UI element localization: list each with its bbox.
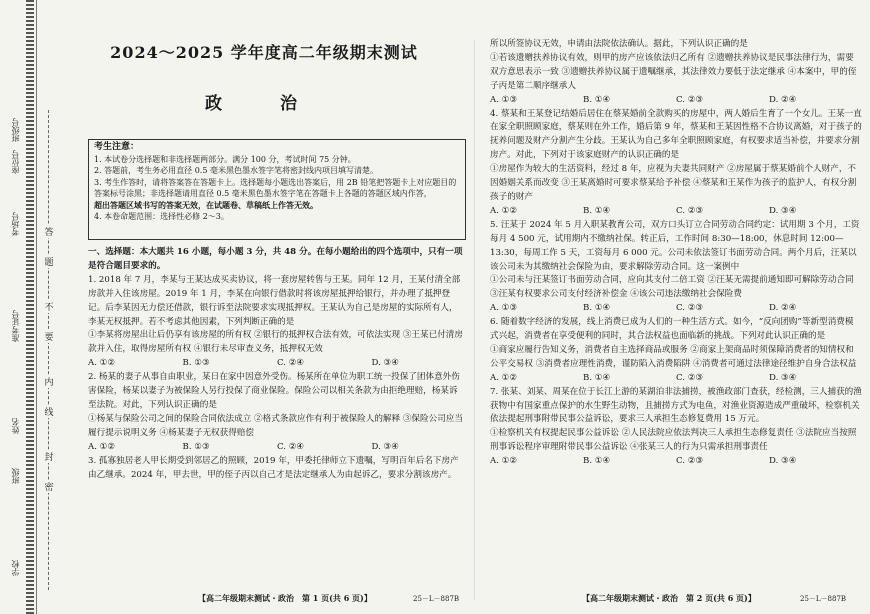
question-text: 7. 张某、刘某、周某在位于长江上游的某湖泊非法捕捞，被渔政部门查获，经检测，三人捕获的渔获物中有国家重点保护的水生野生动物，且捕捞方式为电鱼，对渔业资源造成严重破坏，检察机关依法提起刑事附带民事公益诉讼，要求三人承担生态修复费用 15 万元。 xyxy=(490,386,862,425)
page-divider xyxy=(474,40,475,600)
left-question-body xyxy=(88,246,466,482)
answer-option: A. ①③ xyxy=(490,94,518,105)
binding-label-ticket-no: 准考证号 xyxy=(11,310,20,342)
left-page xyxy=(58,0,470,614)
answer-options xyxy=(88,441,466,455)
question-text: ①房屋作为较大的生活资料，经过 8 年，应视为夫妻共同财产 ②房屋属于蔡某婚前个人财产，不因婚姻关系而改变 ③王某离婚时可要求蔡某给予补偿 ④蔡某和王某作为孩子的监护人，有权分割孩子的财产 xyxy=(490,164,857,202)
answer-options xyxy=(490,372,862,386)
answer-option: B. ①③ xyxy=(182,441,210,452)
answer-option: C. ②③ xyxy=(676,372,704,383)
seal-word: 答 xyxy=(44,225,54,238)
answer-options xyxy=(490,205,862,219)
question-text: 5. 汪某于 2024 年 5 月入职某教育公司，双方口头订立合同劳动合同约定：试用期 3 个月，工资每月 4 500 元，试用期内不缴纳社保。转正后，工作时间 8:30—18:00，休息时间 12:00—13:30，每周工作 5 天，工资每月 6 000 元。公司未依法签订书面劳动合同。两个月后，汪某以该公司未为其缴纳社会保险为由，要求解除劳动合同。这一案例中 xyxy=(490,219,860,272)
binding-label-class: 班级 xyxy=(11,468,20,484)
footer-right: 【高二年级期末测试・政治 第 2 页(共 6 页)】 xyxy=(582,593,756,603)
section-heading: 一、选择题：本大题共 16 小题，每小题 3 分，共 48 分。在每小题给出的四个选项中，只有一项是符合题目要求的。 xyxy=(88,247,463,271)
notice-box xyxy=(88,139,466,240)
question-text: 4. 蔡某和王某登记结婚后居住在蔡某婚前全款购买的房屋中，两人婚后生育了一个女儿。王某一直在家全职照顾家庭，蔡某则在外工作，婚后第 9 年，蔡某和王某因性格不合协议离婚，对于孩子的抚养问题及财产分割产生分歧。王某认为自己多年全职照顾家庭，有权要求适当补偿，并要求分割房产。对此，下列对于该家庭财产的认识正确的是 xyxy=(490,108,862,161)
answer-option: B. ①③ xyxy=(182,358,210,369)
seal-word: 线 xyxy=(44,405,54,418)
answer-option: D. ②④ xyxy=(769,94,797,105)
answer-option: D. ③④ xyxy=(769,456,797,467)
answer-option: A. ①② xyxy=(490,205,518,216)
seal-word: 内 xyxy=(44,375,54,388)
answer-option: C. ②④ xyxy=(277,441,305,452)
notice-item: 1. 本试卷分选择题和非选择题两部分。满分 100 分，考试时间 75 分钟。 xyxy=(94,154,356,164)
right-page xyxy=(482,0,864,614)
binding-label-class-no: 班级号 xyxy=(11,118,20,142)
binding-pattern xyxy=(26,0,34,614)
answer-option: A. ①② xyxy=(490,456,518,467)
answer-options xyxy=(490,302,862,316)
answer-option: B. ①④ xyxy=(583,94,611,105)
seal-word: 封 xyxy=(44,450,54,463)
answer-option: A. ①③ xyxy=(490,303,518,314)
notice-item: 2. 答题前，考生务必用直径 0.5 毫米黑色墨水签字笔将密封线内项目填写清楚。 xyxy=(94,166,378,175)
answer-option: A. ①② xyxy=(490,372,518,383)
code-right: 25－L－887B xyxy=(800,595,847,603)
binding-label-school: 学校 xyxy=(11,560,20,576)
question-text: ①公司未与汪某签订书面劳动合同，应向其支付二倍工资 ②汪某无需提前通知即可解除劳动合同 ③汪某有权要求公司支付经济补偿金 ④该公司违法缴纳社会保险费 xyxy=(490,275,854,300)
notice-item: 3. 考生作答时，请将答案答在答题卡上。选择题每小题选出答案后，用 2B 铅笔把答题卡上对应题目的答案标号涂黑；非选择题请用直径 0.5 毫米黑色墨水签字笔在答题卡上各题的答题区域内作答， xyxy=(94,177,457,198)
answer-options xyxy=(490,455,862,469)
question-text: 所以所签协议无效，申请由法院依法确认。据此，下列认识正确的是 xyxy=(490,39,748,49)
answer-option: C. ②③ xyxy=(676,94,704,105)
question-text: ①检察机关有权提起民事公益诉讼 ②人民法院应依法判决三人承担生态修复责任 ③法院应当按照刑事诉讼程序审理附带民事公益诉讼 ④张某三人的行为只需承担刑事责任 xyxy=(490,428,857,453)
binding-label-name: 姓名 xyxy=(11,418,20,434)
answer-option: A. ①② xyxy=(88,358,116,369)
code-left: 25－L－887B xyxy=(413,595,460,603)
question-text: ①商家应履行告知义务，消费者自主选择商品或服务 ②商家上架商品时须保障消费者的知情权和公平交易权 ③消费者应理性消费，谨防陷入消费陷阱 ④消费者可通过法律途径维护自身合法权益 xyxy=(490,344,857,369)
answer-option: B. ①④ xyxy=(583,205,611,216)
binding-strip xyxy=(0,0,37,614)
answer-option: D. ③④ xyxy=(769,372,797,383)
answer-option: C. ②③ xyxy=(676,205,704,216)
answer-option: C. ②④ xyxy=(277,358,305,369)
subject-title: 政 治 xyxy=(205,94,323,114)
answer-option: D. ③④ xyxy=(769,205,797,216)
notice-heading: 考生注意： xyxy=(94,142,140,152)
footer-left: 【高二年级期末测试・政治 第 1 页(共 6 页)】 xyxy=(198,593,372,603)
seal-line xyxy=(48,110,50,590)
answer-option: C. ②③ xyxy=(676,456,704,467)
question-text: ①杨某与保险公司之间的保险合同依法成立 ②格式条款应作有利于被保险人的解释 ③保险公司应当履行提示说明义务 ④杨某妻子无权获得赔偿 xyxy=(88,413,463,438)
answer-options xyxy=(88,357,466,371)
seal-word: 题 xyxy=(44,255,54,268)
question-text: 3. 孤寡独居老人甲长期受到邻居乙的照顾，2019 年，甲委托律师立下遗嘱，写明百年后名下房产由乙继承。2024 年，甲去世，甲的侄子丙以自己才是法定继承人为由起诉乙，要求分割该房产。 xyxy=(88,455,459,480)
seal-word: 密 xyxy=(44,480,54,493)
answer-option: D. ③④ xyxy=(371,441,399,452)
answer-option: D. ②④ xyxy=(769,303,797,314)
answer-options xyxy=(490,94,862,108)
question-text: 1. 2018 年 7 月，李某与王某达成买卖协议，将一套房屋转售与王某。同年 12 月，王某付清全部房款并入住该房屋。2019 年 1 月，李某在向银行借款时将该房屋抵押给银行，并办理了抵押登记。后李某因无力偿还借款，银行诉至法院要求实现抵押权。王某认为自己是房屋的实际所有人，李某无权抵押。若不考虑其他因素，下列判断正确的是 xyxy=(88,274,461,327)
answer-option: C. ②③ xyxy=(676,303,704,314)
binding-label-seat-no: 座位号 xyxy=(11,150,20,174)
seal-word: 要 xyxy=(44,330,54,343)
answer-option: A. ①② xyxy=(88,441,116,452)
question-text: 2. 杨某的妻子从事自由职业，某日在家中因意外受伤。杨某所在单位为职工统一投保了团体意外伤害保险，杨某以妻子为被保险人另行投保了商业保险。保险公司以相关条款为由拒绝理赔，杨某诉至法院。对此，下列认识正确的是 xyxy=(88,372,460,410)
answer-option: B. ①④ xyxy=(583,303,611,314)
answer-option: B. ①④ xyxy=(583,372,611,383)
notice-item: 4. 本卷命题范围：选择性必修 2～3。 xyxy=(94,212,229,221)
notice-item-emphasis: 超出答题区域书写的答案无效，在试题卷、草稿纸上作答无效。 xyxy=(94,199,318,210)
answer-option: B. ①④ xyxy=(583,456,611,467)
binding-label-room-no: 考场号 xyxy=(11,212,20,236)
question-text: 6. 随着数字经济的发展，线上消费已成为人们的一种生活方式。如今，“反向团购”等新型消费模式兴起，消费者在享受便利的同时，其合法权益也面临新的挑战。下列对此认识正确的是 xyxy=(490,317,854,342)
question-text: ①李某将房屋出让后仍享有该房屋的所有权 ②银行的抵押权合法有效，可依法实现 ③王某已付清房款并入住，取得房屋所有权 ④银行未尽审查义务，抵押权无效 xyxy=(88,330,463,355)
answer-option: D. ③④ xyxy=(371,358,399,369)
question-text: ①若该遗赠扶养协议有效，则甲的房产应该依法归乙所有 ②遗赠扶养协议是民事法律行为，需要双方意思表示一致 ③遗赠扶养协议属于遗嘱继承，其法律效力要低于法定继承 ④本案中，甲的侄子丙是第二顺序继承人 xyxy=(490,52,857,91)
seal-word: 不 xyxy=(44,300,54,313)
exam-title: 2024～2025 学年度高二年级期末测试 xyxy=(110,43,418,62)
right-question-body xyxy=(490,38,862,469)
